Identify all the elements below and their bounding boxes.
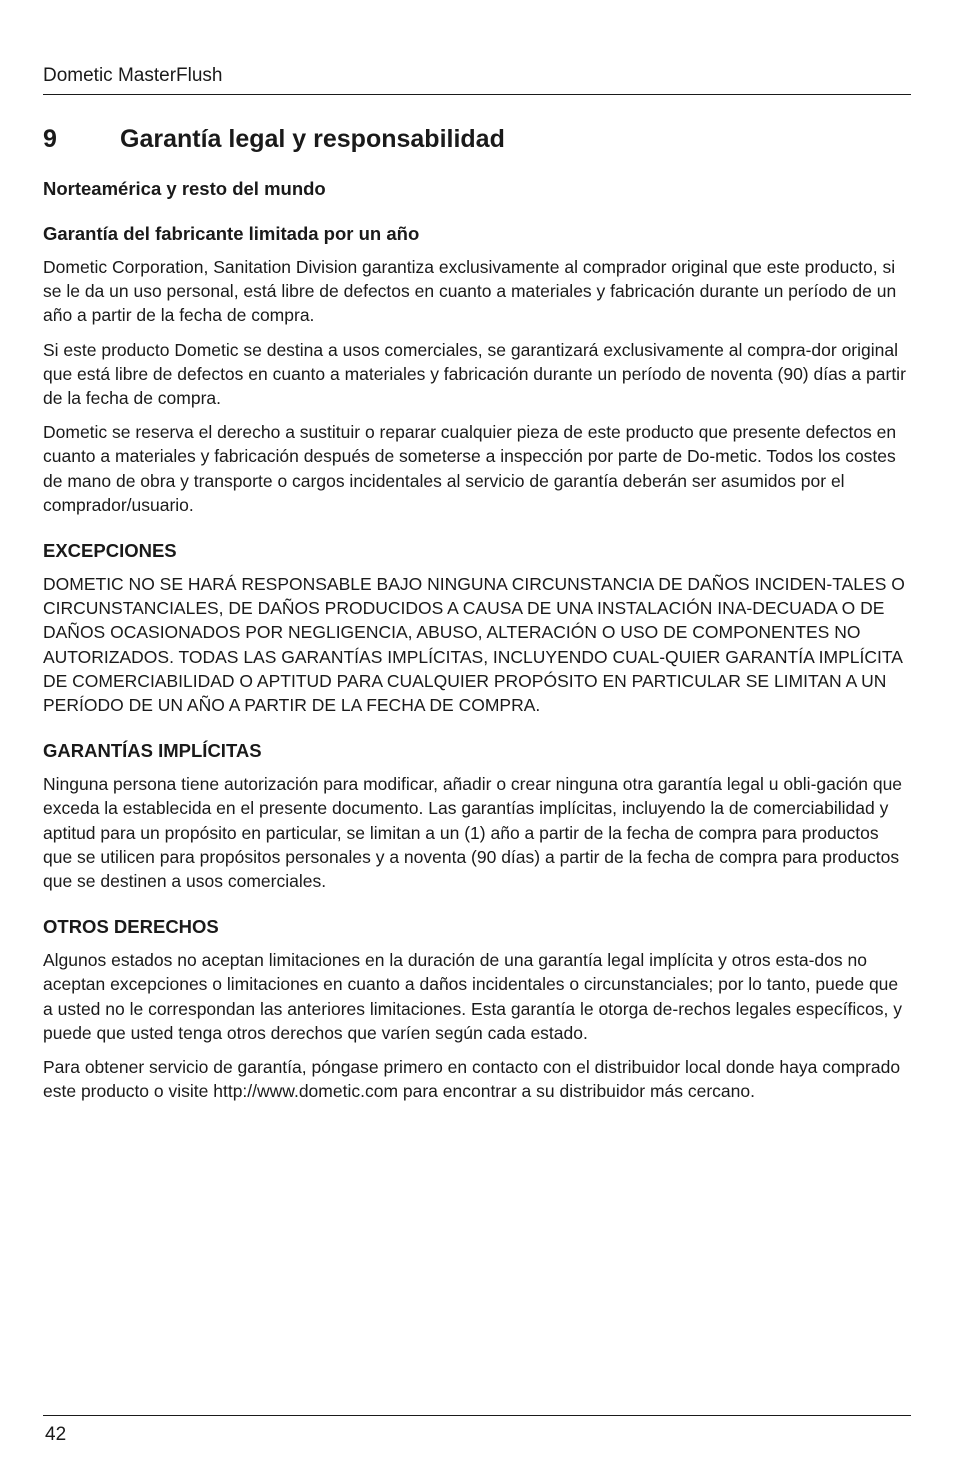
other-rights-heading: OTROS DERECHOS: [43, 916, 219, 938]
warranty-paragraph-personal: Dometic Corporation, Sanitation Division garantiza exclusivamente al comprador original que este producto, si se le da un uso personal, está libre de defectos en cuanto a materiales y fabricación durante un período de un año a partir de la fecha de compra.: [43, 257, 897, 326]
exceptions-section: [43, 539, 911, 717]
header-divider: [43, 94, 911, 95]
page-number: 42: [45, 1424, 67, 1445]
warranty-heading: Garantía del fabricante limitada por un año: [43, 223, 420, 244]
region-heading: Norteamérica y resto del mundo: [43, 178, 326, 199]
chapter-number: 9: [43, 125, 57, 153]
chapter-title: Garantía legal y responsabilidad: [120, 125, 505, 153]
exceptions-paragraph: DOMETIC NO SE HARÁ RESPONSABLE BAJO NINGUNA CIRCUNSTANCIA DE DAÑOS INCIDEN-TALES O CIRCUNSTANCIALES, DE DAÑOS PRODUCIDOS A CAUSA DE UNA INSTALACIÓN INA-DECUADA O DE DAÑOS OCASIONADOS POR NEGLIGENCIA, ABUSO, ALTERACIÓN O USO DE COMPONENTES NO AUTORIZADOS. TODAS LAS GARANTÍAS IMPLÍCITAS, INCLUYENDO CUAL-QUIER GARANTÍA IMPLÍCITA DE COMERCIABILIDAD O APTITUD PARA CUALQUIER PROPÓSITO EN PARTICULAR SE LIMITAN A UN PERÍODO DE UN AÑO A PARTIR DE LA FECHA DE COMPRA.: [43, 574, 905, 716]
implied-warranties-paragraph: Ninguna persona tiene autorización para modificar, añadir o crear ninguna otra garantía legal u obli-gación que exceda la establecida en el presente documento. Las garantías implícitas, incluyendo la de comerciabilidad y aptitud para un propósito en particular, se limitan a un (1) año a partir de la fecha de compra para productos que se utilicen para propósitos personales y a noventa (90 días) a partir de la fecha de compra para productos que se destinen a usos comerciales.: [43, 774, 903, 892]
other-rights-section: [43, 915, 911, 1103]
footer-divider: [43, 1415, 911, 1416]
chapter-heading: [43, 123, 911, 155]
warranty-paragraph-commercial: Si este producto Dometic se destina a usos comerciales, se garantizará exclusivamente al compra-dor original que está libre de defectos en cuanto a materiales y fabricación durante un período de noventa (90) días a partir de la fecha de compra.: [43, 339, 906, 409]
running-header: Dometic MasterFlush: [43, 65, 223, 86]
warranty-section: [43, 222, 911, 517]
page-content: [43, 123, 911, 1113]
implied-warranties-heading: GARANTÍAS IMPLÍCITAS: [43, 740, 262, 762]
implied-warranties-section: [43, 739, 911, 893]
warranty-paragraph-repair: Dometic se reserva el derecho a sustituir o reparar cualquier pieza de este producto que presente defectos en cuanto a materiales y fabricación después de someterse a inspección por parte de Do-metic. Todos los costes de mano de obra y transporte o cargos incidentales al servicio de garantía deberán ser asumidos por el comprador/usuario.: [43, 422, 897, 515]
exceptions-heading: EXCEPCIONES: [43, 540, 177, 562]
other-rights-paragraph: Algunos estados no aceptan limitaciones en la duración de una garantía legal implícita y otros esta-dos no aceptan excepciones o limitaciones en cuanto a daños incidentales o circunstanciales; por lo tanto, puede que a usted no le correspondan las anteriores limitaciones. Esta garantía le otorga de-rechos legales específicos, y puede que usted tenga otros derechos que varíen según cada estado.: [43, 950, 902, 1043]
service-contact-paragraph: Para obtener servicio de garantía, póngase primero en contacto con el distribuidor local donde haya comprado este producto o visite http://www.dometic.com para encontrar a su distribuidor más cercano.: [43, 1057, 901, 1102]
